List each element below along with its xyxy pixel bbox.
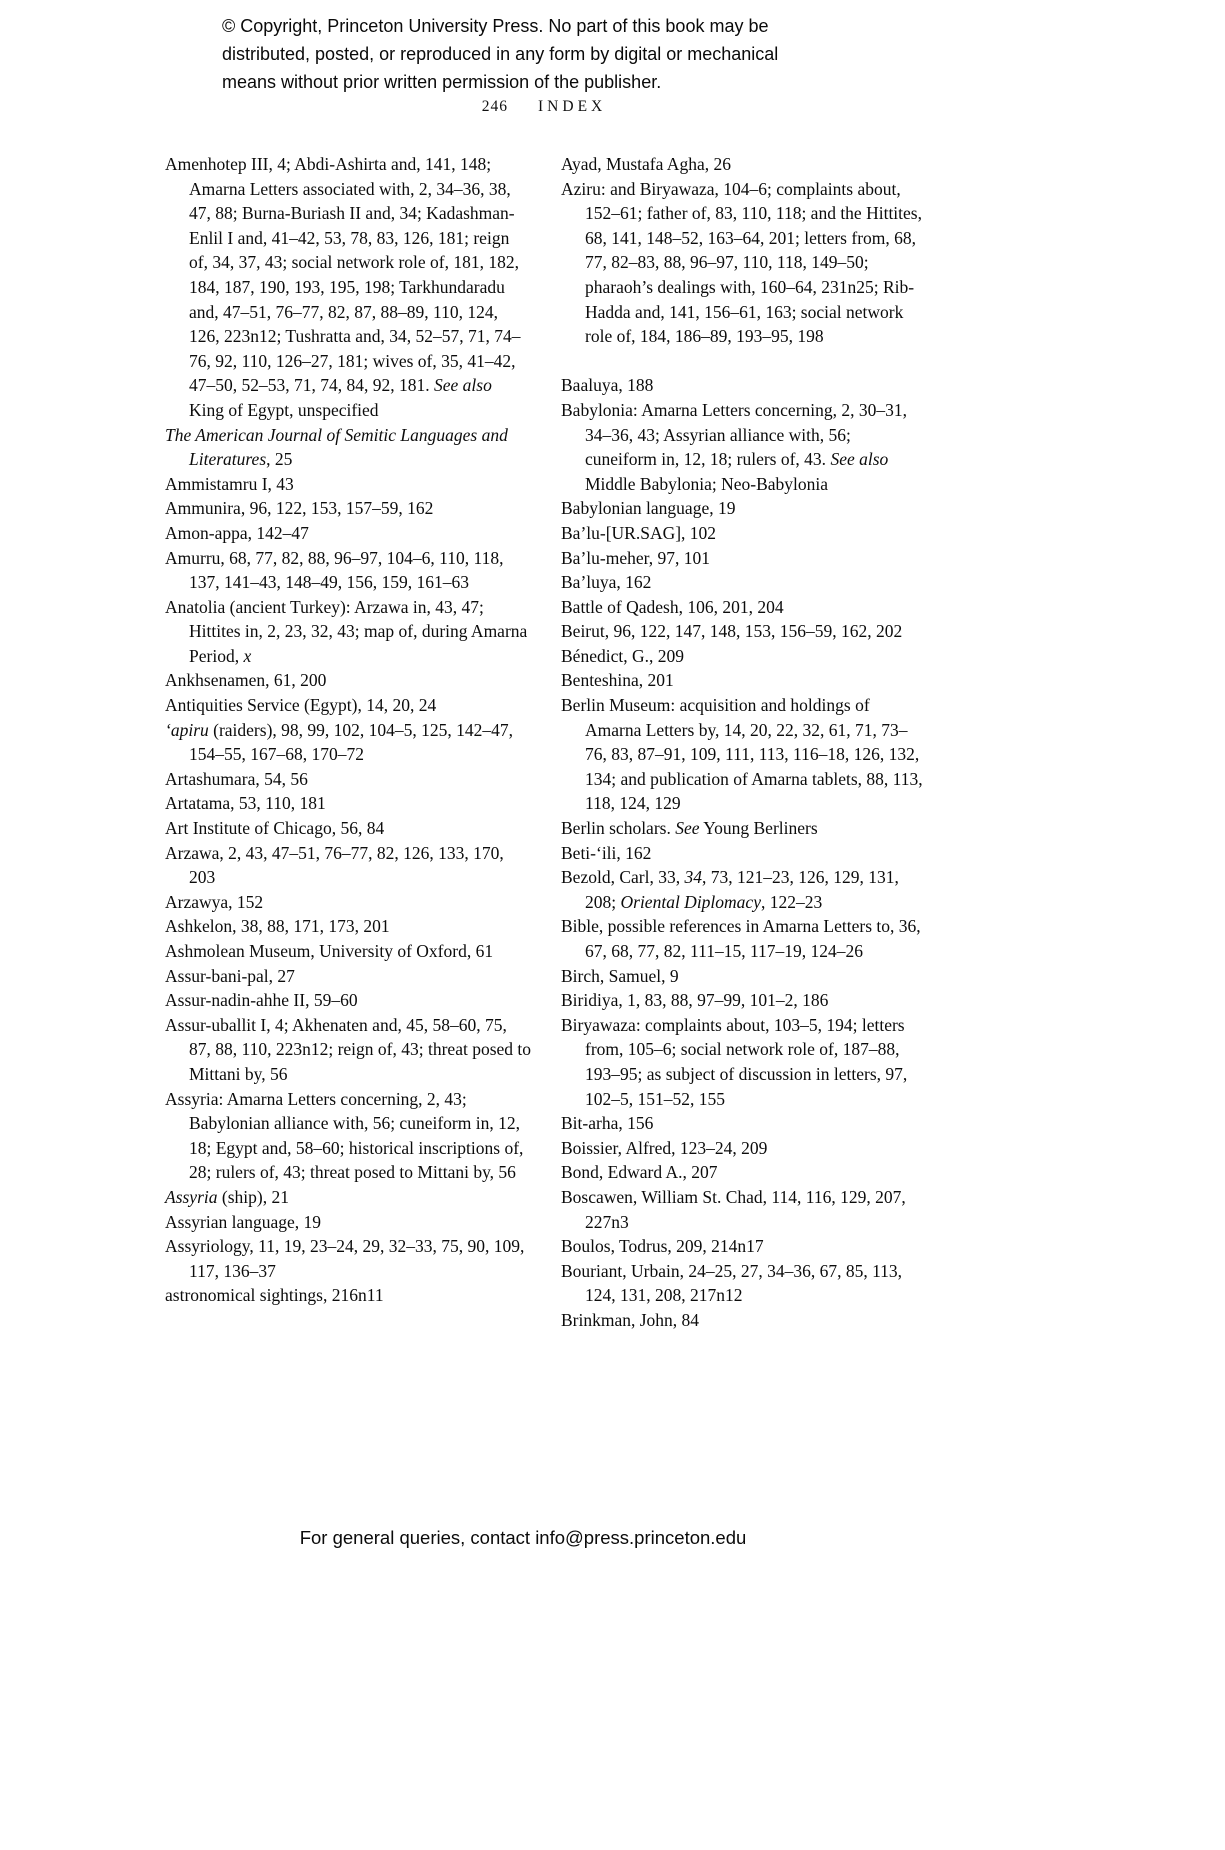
index-entry-text: Ba’lu-meher, 97, 101 (561, 547, 710, 568)
index-entry-text: Biryawaza: complaints about, 103–5, 194; letters from, 105–6; social network role of, 187–88, 193–95; as subject of discussion in letters, 97, 102–5, 151–52, 155 (561, 1014, 908, 1109)
index-entry-text: Assur-nadin-ahhe II, 59–60 (165, 990, 358, 1011)
index-entry-text-italic: ‘apiru (165, 719, 209, 740)
index-entry (165, 496, 531, 521)
index-entry (561, 398, 927, 496)
index-entry (165, 423, 531, 472)
index-entry-text: Battle of Qadesh, 106, 201, 204 (561, 596, 784, 617)
index-column-left (165, 152, 531, 1333)
index-entry-text: Brinkman, John, 84 (561, 1309, 700, 1330)
index-entry-text-italic: The American Journal of Semitic Languages and Literatures (165, 424, 508, 470)
index-entry (165, 1234, 531, 1283)
index-entry-text: Amon-appa, 142–47 (165, 522, 309, 543)
index-entry-text-italic: Assyria (165, 1186, 218, 1207)
index-entry (165, 890, 531, 915)
index-entry (561, 595, 927, 620)
index-entry-text: Babylonia: Amarna Letters concerning, 2, 30–31, 34–36, 43; Assyrian alliance with, 56; cuneiform in, 12, 18; rulers of, 43. (561, 399, 908, 470)
section-title: INDEX (538, 98, 607, 115)
index-entry (165, 964, 531, 989)
index-entry (165, 1210, 531, 1235)
index-entry-text: Ayad, Mustafa Agha, 26 (561, 154, 731, 174)
index-entry-text: Benteshina, 201 (561, 670, 674, 691)
index-entry (165, 718, 531, 767)
index-entry-text: (ship), 21 (217, 1186, 289, 1207)
index-entry (561, 1185, 927, 1234)
index-entry (165, 988, 531, 1013)
index-entry-text: , 73, 121–23, 126, 129, 131, 208; (585, 867, 899, 912)
index-entry-text: Assyrian language, 19 (165, 1211, 322, 1232)
index-entry-text: Ashmolean Museum, University of Oxford, 61 (165, 941, 494, 961)
index-entry (165, 668, 531, 693)
index-entry (561, 1136, 927, 1161)
index-entry-text: Beirut, 96, 122, 147, 148, 153, 156–59, 162, 202 (561, 621, 903, 642)
index-entry-text: (raiders), 98, 99, 102, 104–5, 125, 142–47, 154–55, 167–68, 170–72 (189, 719, 514, 765)
index-entry-text: astronomical sightings, 216n11 (165, 1285, 384, 1306)
index-entry (165, 1185, 531, 1210)
index-entry-text: Birch, Samuel, 9 (561, 965, 679, 986)
index-entry (165, 472, 531, 497)
index-entry-text: Ashkelon, 38, 88, 171, 173, 201 (165, 916, 390, 937)
index-entry (561, 1111, 927, 1136)
index-entry-text: Ammunira, 96, 122, 153, 157–59, 162 (165, 498, 434, 519)
index-entry (165, 1087, 531, 1185)
index-entry (561, 496, 927, 521)
index-entry-text: Aziru: and Biryawaza, 104–6; complaints about, 152–61; father of, 83, 110, 118; and the Hittites, 68, 141, 148–52, 163–64, 201; letters from, 68, 77, 82–83, 88, 96–97, 110, 118, 149–50; pharaoh’s dealings with, 160–64, 231n25; Rib-Hadda and, 141, 156–61, 163; social network role of, 184, 186–89, 193–95, 198 (561, 178, 922, 347)
index-entry-text-italic: Oriental Diplomacy (620, 891, 761, 912)
index-entry-text: Bible, possible references in Amarna Letters to, 36, 67, 68, 77, 82, 111–15, 117–19, 124–26 (561, 916, 921, 961)
index-entry-text-italic: See (675, 818, 700, 839)
index-entry-text: Ba’lu-[UR.SAG], 102 (561, 522, 717, 543)
index-entry (561, 619, 927, 644)
index-entry-text: Assur-bani-pal, 27 (165, 965, 295, 986)
index-entry-text: Bit-arha, 156 (561, 1113, 654, 1134)
index-entry (561, 644, 927, 669)
index-entry (561, 964, 927, 989)
index-entry (165, 595, 531, 669)
index-entry-text-italic: See also (434, 375, 492, 396)
index-entry-text: Anatolia (ancient Turkey): Arzawa in, 43, 47; Hittites in, 2, 23, 32, 43; map of, during Amarna Period, (165, 596, 528, 666)
index-entry-text: Antiquities Service (Egypt), 14, 20, 24 (165, 695, 437, 716)
index-entry (165, 939, 531, 964)
index-entry-text: Amenhotep III, 4; Abdi-Ashirta and, 141, 148; Amarna Letters associated with, 2, 34–36, 38, 47, 88; Burna-Buriash II and, 34; Kadashman-Enlil I and, 41–42, 53, 78, 83, 126, 181; reign of, 34, 37, 43; social network role of, 181, 182, 184, 187, 190, 193, 195, 198; Tarkhundaradu and, 47–51, 76–77, 82, 87, 88–89, 110, 124, 126, 223n12; Tushratta and, 34, 52–57, 71, 74–76, 92, 110, 126–27, 181; wives of, 35, 41–42, 47–50, 52–53, 71, 74, 84, 92, 181. (165, 154, 521, 396)
index-entry-text: Artashumara, 54, 56 (165, 768, 308, 789)
index-entry (165, 841, 531, 890)
index-entry (165, 791, 531, 816)
index-columns (165, 152, 927, 1333)
index-entry (165, 1283, 531, 1308)
index-entry (561, 521, 927, 546)
index-entry-text: Babylonian language, 19 (561, 498, 736, 519)
index-entry-text: Bond, Edward A., 207 (561, 1162, 718, 1183)
index-entry (561, 1259, 927, 1308)
index-entry (165, 914, 531, 939)
index-entry-text: Berlin Museum: acquisition and holdings of Amarna Letters by, 14, 20, 22, 32, 61, 71, 73–76, 83, 87–91, 109, 111, 113, 116–18, 126, 132, 134; and publication of Amarna tablets, 88, 113, 118, 124, 129 (561, 695, 923, 814)
index-entry-text: Ba’luya, 162 (561, 572, 652, 593)
index-entry (165, 1013, 531, 1087)
index-entry-text: Arzawya, 152 (165, 891, 264, 912)
index-entry-text: Middle Babylonia; Neo-Babylonia (585, 473, 829, 494)
index-entry-text: Ammistamru I, 43 (165, 473, 294, 494)
index-entry-text: Arzawa, 2, 43, 47–51, 76–77, 82, 126, 133, 170, 203 (165, 842, 504, 888)
index-entry-text: Boissier, Alfred, 123–24, 209 (561, 1137, 768, 1158)
index-entry-text: , 122–23 (760, 891, 823, 912)
index-entry (561, 1308, 927, 1333)
index-entry-text: Boulos, Todrus, 209, 214n17 (561, 1236, 764, 1257)
index-entry-text: Berlin scholars. (561, 818, 676, 839)
index-entry (561, 865, 927, 914)
index-entry-text: Biridiya, 1, 83, 88, 97–99, 101–2, 186 (561, 990, 829, 1011)
index-entry-text: , 25 (266, 449, 293, 470)
index-entry (165, 767, 531, 792)
index-entry (561, 152, 927, 177)
index-entry-text-italic: See also (830, 449, 889, 470)
index-entry (561, 1234, 927, 1259)
page-number: 246 (481, 98, 509, 115)
index-column-right (561, 152, 927, 1333)
index-entry (561, 914, 927, 963)
index-entry-text: Baaluya, 188 (561, 375, 654, 396)
index-entry-text: Bénedict, G., 209 (561, 645, 684, 666)
index-entry (561, 1160, 927, 1185)
index-entry (561, 570, 927, 595)
index-entry (561, 693, 927, 816)
index-entry (561, 373, 927, 398)
index-entry-text: Ankhsenamen, 61, 200 (165, 670, 327, 691)
index-entry-text: Bezold, Carl, 33, (561, 867, 685, 888)
index-entry-text: Boscawen, William St. Chad, 114, 116, 129, 207, 227n3 (561, 1186, 906, 1232)
index-entry-text-italic: 34 (684, 867, 702, 888)
index-entry-text: Bouriant, Urbain, 24–25, 27, 34–36, 67, 85, 113, 124, 131, 208, 217n12 (561, 1260, 903, 1306)
index-entry-text: Assyria: Amarna Letters concerning, 2, 43; Babylonian alliance with, 56; cuneiform in, 12, 18; Egypt and, 58–60; historical inscriptions of, 28; rulers of, 43; threat posed to Mittani by, 56 (165, 1088, 524, 1183)
index-entry (165, 546, 531, 595)
index-entry-text: King of Egypt, unspecified (189, 399, 379, 420)
index-entry-text: Beti-‘ili, 162 (561, 842, 652, 863)
index-entry (561, 988, 927, 1013)
index-entry (561, 668, 927, 693)
index-entry (561, 177, 927, 349)
index-entry (561, 1013, 927, 1111)
index-entry-text-italic: x (243, 645, 252, 666)
index-entry (561, 841, 927, 866)
index-entry-text: Assur-uballit I, 4; Akhenaten and, 45, 58–60, 75, 87, 88, 110, 223n12; reign of, 43; threat posed to Mittani by, 56 (165, 1014, 532, 1084)
footer-contact-line: For general queries, contact info@press.princeton.edu (299, 1527, 747, 1548)
index-entry (165, 521, 531, 546)
index-entry-text: Art Institute of Chicago, 56, 84 (165, 818, 385, 839)
index-entry (561, 816, 927, 841)
copyright-notice: © Copyright, Princeton University Press. No part of this book may be distributed, posted, or reproduced in any form by digital or mechanical means without prior written permission of the publisher. (222, 16, 779, 92)
index-entry (165, 693, 531, 718)
index-entry-text: Artatama, 53, 110, 181 (165, 793, 326, 814)
index-entry-text: Amurru, 68, 77, 82, 88, 96–97, 104–6, 110, 118, 137, 141–43, 148–49, 156, 159, 161–63 (165, 547, 504, 593)
index-entry (165, 152, 531, 423)
running-head (165, 98, 923, 116)
index-entry (561, 546, 927, 571)
index-entry-text: Young Berliners (699, 818, 818, 839)
index-entry-text: Assyriology, 11, 19, 23–24, 29, 32–33, 75, 90, 109, 117, 136–37 (165, 1236, 525, 1281)
index-entry (165, 816, 531, 841)
